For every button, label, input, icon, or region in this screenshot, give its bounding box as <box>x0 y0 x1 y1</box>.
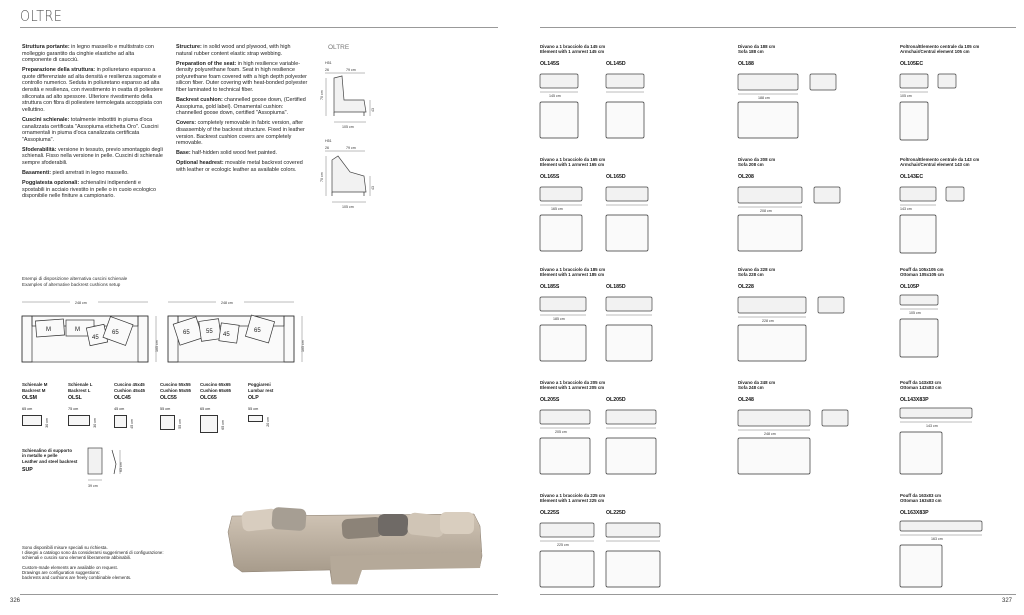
spec-paragraph <box>176 160 308 173</box>
module-width-label: 248 cm <box>764 432 776 436</box>
element-top-left <box>540 102 578 138</box>
module-width-label: 228 cm <box>762 319 774 323</box>
cushion-drawing <box>114 415 127 428</box>
spec-text: completely removable in fabric version, after disassembly of the backrest structure. Fixed in leather version. Backrest cushion covers are completely removable. <box>176 120 305 147</box>
pouf-front <box>900 295 938 305</box>
spec-text: schienalini indipendenti e spostabili in acciaio rivestito in pelle o in cuoio ecologico disponibile nelle finiture a campionario. <box>22 180 156 200</box>
profile-b-width: 79 cm <box>346 146 356 150</box>
sofa-side <box>822 410 848 426</box>
module-label-it: Divano da 188 cm <box>738 44 776 49</box>
cushion-code: OLSM <box>22 395 37 401</box>
module-code: OL208 <box>738 174 754 180</box>
module-label-it: Poltrona/Elemento centrale da 143 cm <box>900 157 980 162</box>
spec-paragraph <box>176 120 308 146</box>
pouf-top <box>900 319 938 357</box>
sofa-side <box>814 187 840 203</box>
spec-heading: Backrest cushion: <box>176 97 223 104</box>
module-code: OL188 <box>738 61 754 67</box>
module-label-it: Divano da 228 cm <box>738 267 776 272</box>
module-width-label: 105 cm <box>900 94 912 98</box>
element-top-left <box>540 325 586 361</box>
module-drawing <box>540 183 690 258</box>
module-code: OL143X83P <box>900 397 929 403</box>
spec-heading: Covers: <box>176 120 197 127</box>
profile-b-shape <box>332 156 366 192</box>
cushion-height: 30 cm <box>93 418 98 428</box>
module-width-label: 163 cm <box>931 537 943 541</box>
page-number-left: 326 <box>10 598 21 604</box>
setup-a-label: M <box>75 327 80 333</box>
spec-heading: Base: <box>176 150 191 157</box>
note-line: schienali e cuscini sono elementi liberamente abbinabili. <box>22 555 132 561</box>
module-width-label: 208 cm <box>760 209 772 213</box>
element-front-left <box>540 523 594 537</box>
module-drawing <box>540 293 690 368</box>
cushion-label-it: Poggiareni <box>248 382 271 387</box>
module-label-en: Element with 1 armrest 145 cm <box>540 49 605 54</box>
module-drawing <box>738 70 888 145</box>
cushion-label-it: Cuscino 55x55 <box>160 382 191 387</box>
cushion-label-it: Schienale M <box>22 382 48 387</box>
cushion-drawing <box>22 415 42 426</box>
armchair-top <box>900 215 936 253</box>
setup-a-width: 248 cm <box>75 301 87 305</box>
module-width-label: 105 cm <box>909 311 921 315</box>
profile-b-seat: 43 <box>371 186 375 190</box>
module-drawing <box>900 406 1024 481</box>
spec-text: movable metal backrest covered with leather or ecologic leather as available colors. <box>176 160 303 173</box>
sup-label-it-2: in metallo e pelle <box>22 453 58 458</box>
element-top-right <box>606 215 648 251</box>
element-front-left <box>540 297 586 311</box>
notes <box>22 545 202 580</box>
cushion-label-en: Lumbar rest <box>248 388 274 393</box>
note-line: backrests and cushions are freely combinable elements. <box>22 575 132 581</box>
module-drawing <box>540 70 690 145</box>
cushion-label-en: Backrest L <box>68 388 91 393</box>
cushion-drawing <box>248 415 263 422</box>
note-line: Custom-made elements are available on request. <box>22 564 118 570</box>
cushion-label-it: Cuscino 65x65 <box>200 382 231 387</box>
module-label-it: Divano a 1 bracciolo da 225 cm <box>540 493 606 498</box>
setup-caption-it: Esempi di disposizione alternativa cuscini schienale <box>22 276 128 281</box>
spec-text: in solid wood and plywood, with high natural rubber content elastic strap webbing. <box>176 44 291 57</box>
spec-heading: Structure: <box>176 44 202 50</box>
armchair-side <box>938 74 956 88</box>
english-spec-column <box>176 44 308 177</box>
module-label-en: Sofa 228 cm <box>738 272 764 277</box>
spec-paragraph <box>176 150 308 157</box>
spec-heading: Optional headrest: <box>176 160 224 167</box>
sup-width: 39 cm <box>88 484 98 488</box>
spec-heading: Preparazione della struttura: <box>22 67 96 74</box>
module-code: OL143EC <box>900 174 924 180</box>
setup-b-label: 65 <box>183 330 190 336</box>
module-width-label: 185 cm <box>553 317 565 321</box>
cushion-width: 65 cm <box>22 407 33 411</box>
profile-a-headrest: H51 <box>325 61 332 65</box>
sofa-top <box>738 438 810 474</box>
element-front-left <box>540 187 582 201</box>
spec-paragraph <box>176 97 308 117</box>
cushion-code: OLP <box>248 395 259 401</box>
profile-drawings <box>320 56 380 216</box>
module-drawing <box>900 70 1024 145</box>
module-label-en: Ottoman 143x83 cm <box>900 385 942 390</box>
module-width-label: 145 cm <box>549 94 561 98</box>
sofa-side <box>818 297 844 313</box>
element-top-right <box>606 325 652 361</box>
module-width-label: 143 cm <box>900 207 912 211</box>
header-rule-right <box>540 27 1016 28</box>
sup-drawing <box>86 446 126 490</box>
cushion-height: 45 cm <box>129 418 134 429</box>
module-drawing <box>540 406 690 481</box>
spec-paragraph <box>22 147 164 167</box>
setup-a-label: 45 <box>92 335 99 341</box>
spec-paragraph <box>22 67 164 113</box>
element-top-right <box>606 438 656 474</box>
cushion-height: 55 cm <box>178 419 183 430</box>
cushion-width: 45 cm <box>114 407 125 411</box>
element-front-right <box>606 410 656 424</box>
profile-a-arm-width: 26 <box>325 68 329 72</box>
armchair-top <box>900 102 928 140</box>
pouf-top <box>900 432 942 474</box>
setup-b-label: 45 <box>223 332 230 338</box>
module-label-it: Divano a 1 bracciolo da 185 cm <box>540 267 606 272</box>
module-label-en: Armchair/Central element 105 cm <box>900 49 970 54</box>
element-top-right <box>606 102 644 138</box>
cushion-label-it: Cuscino 45x45 <box>114 382 145 387</box>
profile-a-width: 79 cm <box>346 68 356 72</box>
sup-label-it-1: Schienalino di supporto <box>22 448 73 453</box>
module-code: OL165D <box>606 174 626 180</box>
italian-spec-column <box>22 44 164 203</box>
pouf-front <box>900 521 982 531</box>
module-width-label: 143 cm <box>926 424 938 428</box>
module-code: OL145S <box>540 61 560 67</box>
cushion-code: OLC65 <box>200 395 217 401</box>
module-code: OL105P <box>900 284 920 290</box>
element-top-right <box>606 551 660 587</box>
module-code: OL225D <box>606 510 626 516</box>
setup-b-width: 248 cm <box>221 301 233 305</box>
cushion-height: 65 cm <box>221 420 226 430</box>
page-title: OLTRE <box>20 7 63 25</box>
module-label-it: Pouff da 163x83 cm <box>900 493 941 498</box>
module-width-label: 165 cm <box>551 207 563 211</box>
cushion-height: 30 cm <box>44 418 49 428</box>
setup-b-depth: 105 cm <box>301 340 305 352</box>
element-front-right <box>606 523 660 537</box>
module-drawing <box>738 293 888 368</box>
cushion-label-en: Cushion 45x45 <box>114 388 145 393</box>
sofa-front <box>738 187 802 203</box>
profile-a-seat: 43 <box>371 108 375 112</box>
pouf-top <box>900 545 942 587</box>
setup-caption-en: Examples of alternative backrest cushions setup <box>22 282 121 287</box>
spec-paragraph <box>22 44 164 64</box>
cushion-drawing <box>160 415 175 430</box>
module-label-it: Divano a 1 bracciolo da 205 cm <box>540 380 606 385</box>
spec-text: half-hidden solid wood feet painted. <box>190 150 277 157</box>
sofa-top <box>738 215 802 251</box>
spec-heading: Basamenti: <box>22 170 52 177</box>
profile-a-depth: 105 cm <box>342 125 354 129</box>
profile-b-headrest: H51 <box>325 139 332 143</box>
note-line: I disegni a catalogo sono da considerarsi suggerimenti di configurazione: <box>22 550 164 556</box>
spec-heading: Poggiatesta opzionali: <box>22 180 80 187</box>
spec-paragraph <box>22 117 164 143</box>
module-label-en: Ottoman 163x83 cm <box>900 498 942 503</box>
sup-label-en: Leather and steel backrest <box>22 459 78 464</box>
cushion-label-en: Backrest M <box>22 388 46 393</box>
spec-text: totalmente imbottiti in piuma d'oca canalizzata certificata "Assopiuma etichetta Oro". Cuscini ornamentali in piuma d'oca canalizzata certificata "Assopiuma". <box>22 116 159 143</box>
footer-rule-left <box>20 594 498 595</box>
module-label-en: Element with 1 armrest 205 cm <box>540 385 605 390</box>
element-top-left <box>540 215 582 251</box>
element-top-left <box>540 551 594 587</box>
cushion-width: 55 cm <box>160 407 171 411</box>
module-label-en: Armchair/Central element 143 cm <box>900 162 970 167</box>
page-number-right: 327 <box>1002 598 1013 604</box>
sofa-front <box>738 410 810 426</box>
module-drawing <box>738 183 888 258</box>
armchair-front <box>900 74 928 88</box>
module-label-en: Element with 1 armrest 165 cm <box>540 162 605 167</box>
spec-heading: Struttura portante: <box>22 44 70 50</box>
profile-b-depth: 105 cm <box>342 205 354 209</box>
setup-drawings <box>20 296 310 371</box>
module-code: OL185S <box>540 284 560 290</box>
element-front-right <box>606 187 648 201</box>
cushion-code: OLC45 <box>114 395 131 401</box>
module-code: OL228 <box>738 284 754 290</box>
note-line: Drawings are configuration suggestions: <box>22 569 101 575</box>
sofa-top <box>738 102 798 138</box>
profile-title: OLTRE <box>328 44 350 51</box>
header-rule-left <box>20 27 498 28</box>
cushion-drawing <box>200 415 218 433</box>
profile-b-height: 70 cm <box>320 172 324 182</box>
footer-rule-right <box>540 594 1016 595</box>
sofa-front <box>738 297 806 313</box>
module-label-it: Divano da 248 cm <box>738 380 776 385</box>
element-front-left <box>540 410 590 424</box>
module-drawing <box>900 183 1024 258</box>
profile-a-shape <box>334 76 366 112</box>
module-width-label: 188 cm <box>758 96 770 100</box>
pouf-front <box>900 408 972 418</box>
module-drawing <box>540 519 690 594</box>
spec-paragraph <box>176 61 308 94</box>
spec-text: channelled goose down, (Certified Assopiuma, gold label). Ornamental cushion: channelled goose down, certified "Assopiuma". <box>176 97 306 117</box>
module-label-it: Divano da 208 cm <box>738 157 776 162</box>
sofa-side <box>810 74 836 90</box>
sofa-photo <box>212 496 498 586</box>
spec-paragraph <box>176 44 308 57</box>
module-label-en: Element with 1 armrest 225 cm <box>540 498 605 503</box>
module-label-en: Sofa 208 cm <box>738 162 764 167</box>
module-label-it: Poltrona/Elemento centrale da 105 cm <box>900 44 980 49</box>
module-code: OL205D <box>606 397 626 403</box>
cushion-width: 55 cm <box>248 407 259 411</box>
module-width-label: 225 cm <box>557 543 569 547</box>
spec-paragraph <box>22 180 164 200</box>
module-label-it: Pouff da 143x83 cm <box>900 380 941 385</box>
module-width-label: 205 cm <box>555 430 567 434</box>
cushion-width: 75 cm <box>68 407 79 411</box>
module-label-en: Ottoman 105x105 cm <box>900 272 944 277</box>
module-code: OL185D <box>606 284 626 290</box>
spec-heading: Sfoderabilità: <box>22 146 57 153</box>
setup-a-depth: 105 cm <box>155 340 159 352</box>
sup-height: 63 cm <box>119 462 123 472</box>
spec-heading: Cuscini schienale: <box>22 116 70 123</box>
spec-text: in high resilience variable-density polyurethane foam. Seat in high resilience polyurethane foam covered with a high depth polyester silicon fiber. Outer covering with heat-bonded polyester fiber laminated to technical fiber. <box>176 60 308 94</box>
note-line: Sono disponibili misure speciali su richiesta. <box>22 545 108 550</box>
cushion-label-it: Schienale L <box>68 382 93 387</box>
sup-code: SUP <box>22 467 33 473</box>
module-label-it: Pouff da 105x105 cm <box>900 267 944 272</box>
sofa-top <box>738 325 806 361</box>
setup-a-label: M <box>46 327 51 333</box>
module-code: OL225S <box>540 510 560 516</box>
module-label-en: Sofa 248 cm <box>738 385 764 390</box>
module-label-it: Divano a 1 bracciolo da 165 cm <box>540 157 606 162</box>
cushion-code: OLSL <box>68 395 82 401</box>
cushion-label-en: Cushion 55x55 <box>160 388 191 393</box>
profile-a-height: 70 cm <box>320 90 324 100</box>
spec-text: piedi arretrati in legno massello. <box>51 170 129 177</box>
module-drawing <box>900 293 1024 368</box>
element-front-right <box>606 74 644 88</box>
module-code: OL205S <box>540 397 560 403</box>
module-drawing <box>900 519 1024 594</box>
element-front-right <box>606 297 652 311</box>
module-code: OL145D <box>606 61 626 67</box>
sofa-front <box>738 74 798 90</box>
spec-paragraph <box>22 170 164 177</box>
setup-b-label: 55 <box>206 329 213 335</box>
armchair-side <box>946 187 964 201</box>
spec-heading: Preparation of the seat: <box>176 60 237 67</box>
module-code: OL165S <box>540 174 560 180</box>
module-label-en: Element with 1 armrest 185 cm <box>540 272 605 277</box>
spec-text: in poliuretano espanso a quote differenziate ad alta densità e resilienza sagomate e controllo numerico. Seduta in poliuretano espanso ad alta densità e resilienza, con rivestimento in ovatta di poliestere siliconata ad alto spessore. Ulteriore rivestimento della struttura con fibra di poliestere termolegata accoppiata con velluttino. <box>22 67 163 113</box>
cushion-height: 20 cm <box>266 417 271 427</box>
cushion-code: OLC55 <box>160 395 177 401</box>
element-front-left <box>540 74 578 88</box>
profile-b-arm-width: 26 <box>325 146 329 150</box>
spec-text: versione in tessuto, previo smontaggio degli schienali. Fisso nella versione in pelle. Cuscini di schienale sempre sfoderabili. <box>22 146 163 166</box>
cushion-drawing <box>68 415 90 426</box>
module-label-it: Divano a 1 bracciolo da 145 cm <box>540 44 606 49</box>
armchair-front <box>900 187 936 201</box>
cushion-width: 65 cm <box>200 407 211 411</box>
module-code: OL248 <box>738 397 754 403</box>
spec-text: in legno massello e multistrato con molleggio garantito da cinghie elastiche ad alta componente di caucciù. <box>22 44 154 64</box>
cushion-label-en: Cushion 65x65 <box>200 388 231 393</box>
module-label-en: Sofa 188 cm <box>738 49 764 54</box>
module-code: OL105EC <box>900 61 924 67</box>
module-drawing <box>738 406 888 481</box>
setup-a-label: 65 <box>112 330 119 336</box>
module-code: OL163X83P <box>900 510 929 516</box>
element-top-left <box>540 438 590 474</box>
setup-b-label: 65 <box>254 328 261 334</box>
